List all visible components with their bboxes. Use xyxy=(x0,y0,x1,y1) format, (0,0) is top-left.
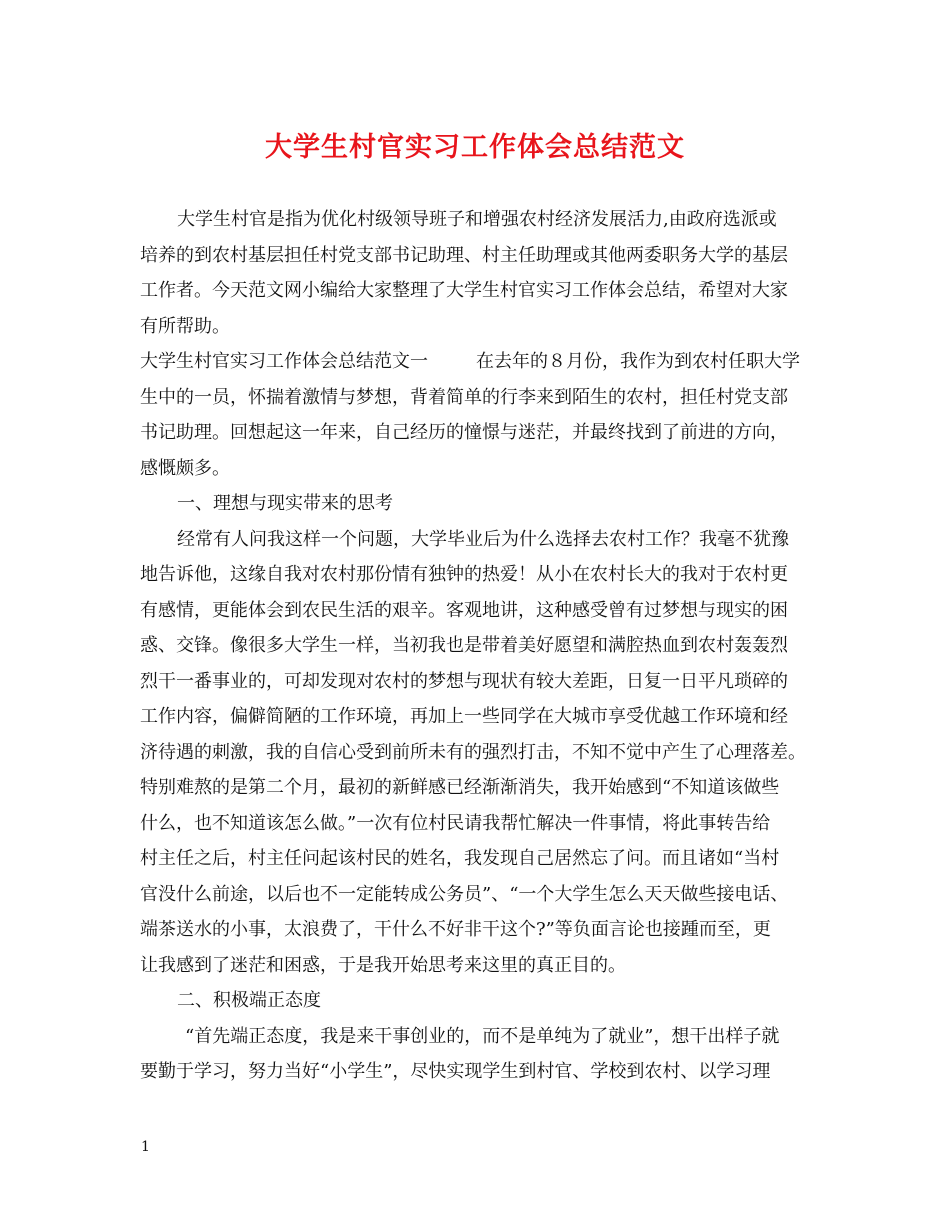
text-line: 烈干一番事业的，可却发现对农村的梦想与现状有较大差距，日复一日平凡琐碎的 xyxy=(140,670,788,692)
text-line: 工作者。今天范文网小编给大家整理了大学生村官实习工作体会总结，希望对大家 xyxy=(140,280,788,301)
document-body xyxy=(140,202,820,1090)
text-line: “首先端正态度，我是来干事创业的，而不是单纯为了就业”，想干出样子就 xyxy=(185,1025,780,1047)
section-title: 大学生村官实习工作体会总结范文一 xyxy=(140,351,428,372)
text-line: 生中的一员，怀揣着激情与梦想，背着简单的行李来到陌生的农村，担任村党支部 xyxy=(140,386,788,408)
text-line: 什么，也不知道该怎么做。”一次有位村民请我帮忙解决一件事情，将此事转告给 xyxy=(140,812,771,834)
text-line: 济待遇的刺激，我的自信心受到前所未有的强烈打击，不知不觉中产生了心理落差。 xyxy=(140,741,806,763)
text-line: 经常有人问我这样一个问题，大学毕业后为什么选择去农村工作？我毫不犹豫 xyxy=(177,528,789,550)
text-line: 有感情，更能体会到农民生活的艰辛。客观地讲，这种感受曾有过梦想与现实的困 xyxy=(140,599,788,621)
text-line: 让我感到了迷茫和困惑，于是我开始思考来这里的真正目的。 xyxy=(140,954,626,976)
text-line: 书记助理。回想起这一年来，自己经历的憧憬与迷茫，并最终找到了前进的方向， xyxy=(140,422,788,443)
text-line: 村主任之后，村主任问起该村民的姓名，我发现自己居然忘了问。而且诸如“当村 xyxy=(140,848,780,869)
text-line: 工作内容，偏僻简陋的工作环境，再加上一些同学在大城市享受优越工作环境和经 xyxy=(140,706,788,727)
text-line-section-heading xyxy=(140,344,820,380)
text-line: 地告诉他，这缘自我对农村那份情有独钟的热爱！从小在农村长大的我对于农村更 xyxy=(140,564,788,585)
subheading: 一、理想与现实带来的思考 xyxy=(177,493,393,514)
text-line: 端茶送水的小事，太浪费了，干什么不好非干这个?”等负面言论也接踵而至，更 xyxy=(140,919,771,940)
text-line: 感慨颇多。 xyxy=(140,457,230,479)
text-line: 大学生村官是指为优化村级领导班子和增强农村经济发展活力,由政府选派或 xyxy=(177,209,777,230)
text-line: 官没什么前途，以后也不一定能转成公务员”、“一个大学生怎么天天做些接电话、 xyxy=(140,883,789,905)
section-text: 在去年的８月份，我作为到农村任职大学 xyxy=(476,351,800,372)
document-title: 大学生村官实习工作体会总结范文 xyxy=(265,132,685,163)
text-line: 特别难熬的是第二个月，最初的新鲜感已经渐渐消失，我开始感到“不知道该做些 xyxy=(140,777,780,798)
subheading: 二、积极端正态度 xyxy=(177,990,321,1011)
page-number: 1 xyxy=(141,1139,150,1155)
text-line: 培养的到农村基层担任村党支部书记助理、村主任助理或其他两委职务大学的基层 xyxy=(140,244,788,266)
text-line: 有所帮助。 xyxy=(140,315,230,337)
text-line: 惑、交锋。像很多大学生一样，当初我也是带着美好愿望和满腔热血到农村轰轰烈 xyxy=(140,635,788,656)
text-line: 要勤于学习，努力当好“小学生”，尽快实现学生到村官、学校到农村、以学习理 xyxy=(140,1061,771,1082)
